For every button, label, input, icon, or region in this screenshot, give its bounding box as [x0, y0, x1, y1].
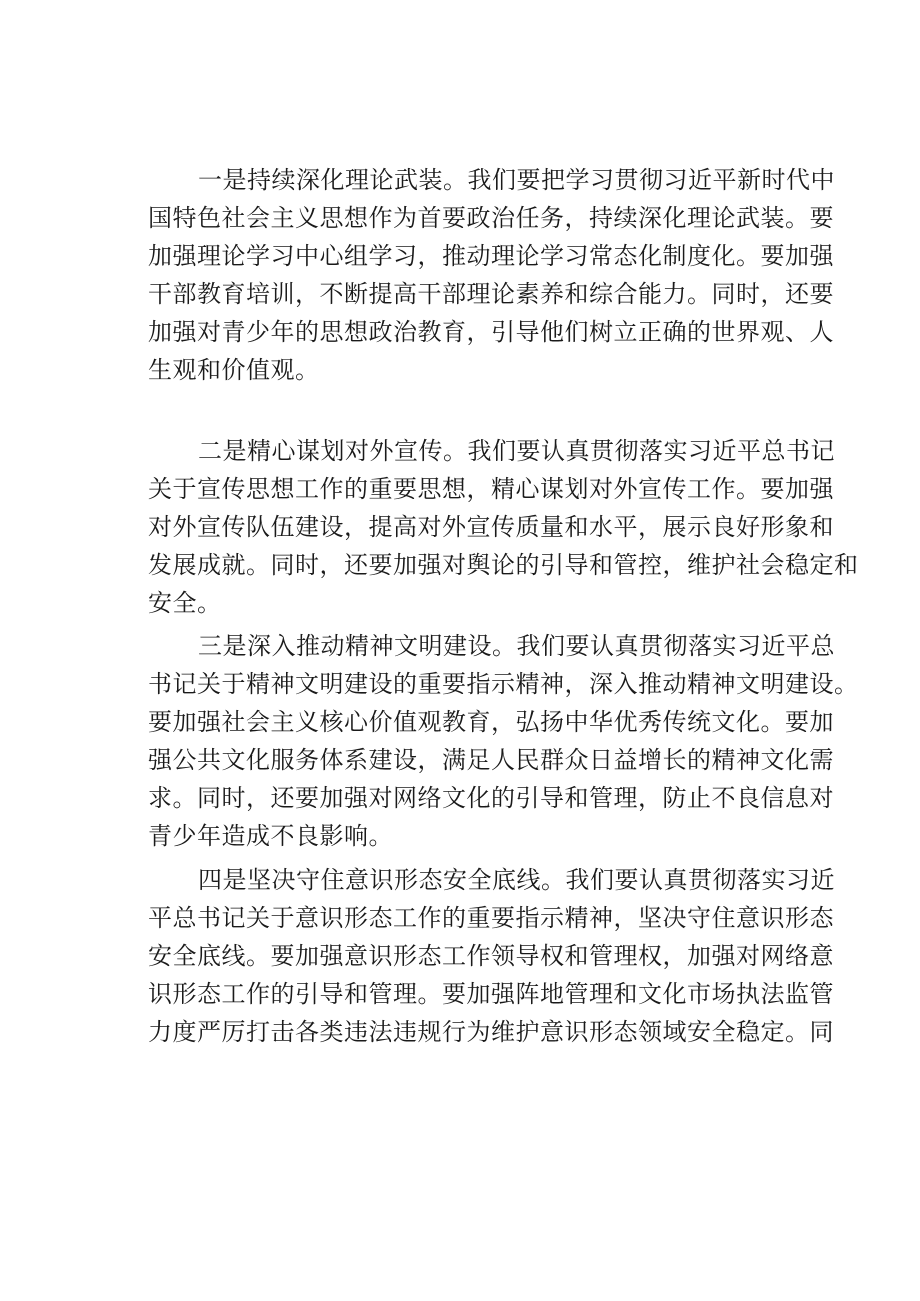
- text-line: 关于宣传思想工作的重要思想，精心谋划对外宣传工作。要加强: [148, 475, 834, 503]
- text-line: 力度严厉打击各类违法违规行为维护意识形态领域安全稳定。同: [148, 1018, 834, 1046]
- text-line: 求。同时，还要加强对网络文化的引导和管理，防止不良信息对: [148, 784, 834, 812]
- text-line: 安全。: [148, 589, 222, 617]
- text-line: 三是深入推动精神文明建设。我们要认真贯彻落实习近平总: [198, 632, 835, 660]
- text-line: 国特色社会主义思想作为首要政治任务，持续深化理论武装。要: [148, 204, 834, 232]
- text-line: 一是持续深化理论武装。我们要把学习贯彻习近平新时代中: [198, 166, 835, 194]
- text-line: 要加强社会主义核心价值观教育，弘扬中华优秀传统文化。要加: [148, 708, 834, 736]
- text-line: 对外宣传队伍建设，提高对外宣传质量和水平，展示良好形象和: [148, 513, 834, 541]
- text-line: 加强理论学习中心组学习，推动理论学习常态化制度化。要加强: [148, 242, 834, 270]
- text-line: 发展成就。同时，还要加强对舆论的引导和管控，维护社会稳定和: [148, 551, 859, 579]
- text-line: 安全底线。要加强意识形态工作领导权和管理权，加强对网络意: [148, 942, 834, 970]
- text-line: 加强对青少年的思想政治教育，引导他们树立正确的世界观、人: [148, 318, 834, 346]
- text-line: 干部教育培训，不断提高干部理论素养和综合能力。同时，还要: [148, 280, 834, 308]
- text-line: 识形态工作的引导和管理。要加强阵地管理和文化市场执法监管: [148, 980, 834, 1008]
- text-line: 平总书记关于意识形态工作的重要指示精神，坚决守住意识形态: [148, 904, 834, 932]
- text-line: 四是坚决守住意识形态安全底线。我们要认真贯彻落实习近: [198, 866, 835, 894]
- text-line: 青少年造成不良影响。: [148, 822, 393, 850]
- text-line: 生观和价值观。: [148, 356, 320, 384]
- text-line: 强公共文化服务体系建设，满足人民群众日益增长的精神文化需: [148, 746, 834, 774]
- text-line: 二是精心谋划对外宣传。我们要认真贯彻落实习近平总书记: [198, 437, 835, 465]
- text-line: 书记关于精神文明建设的重要指示精神，深入推动精神文明建设。: [148, 670, 859, 698]
